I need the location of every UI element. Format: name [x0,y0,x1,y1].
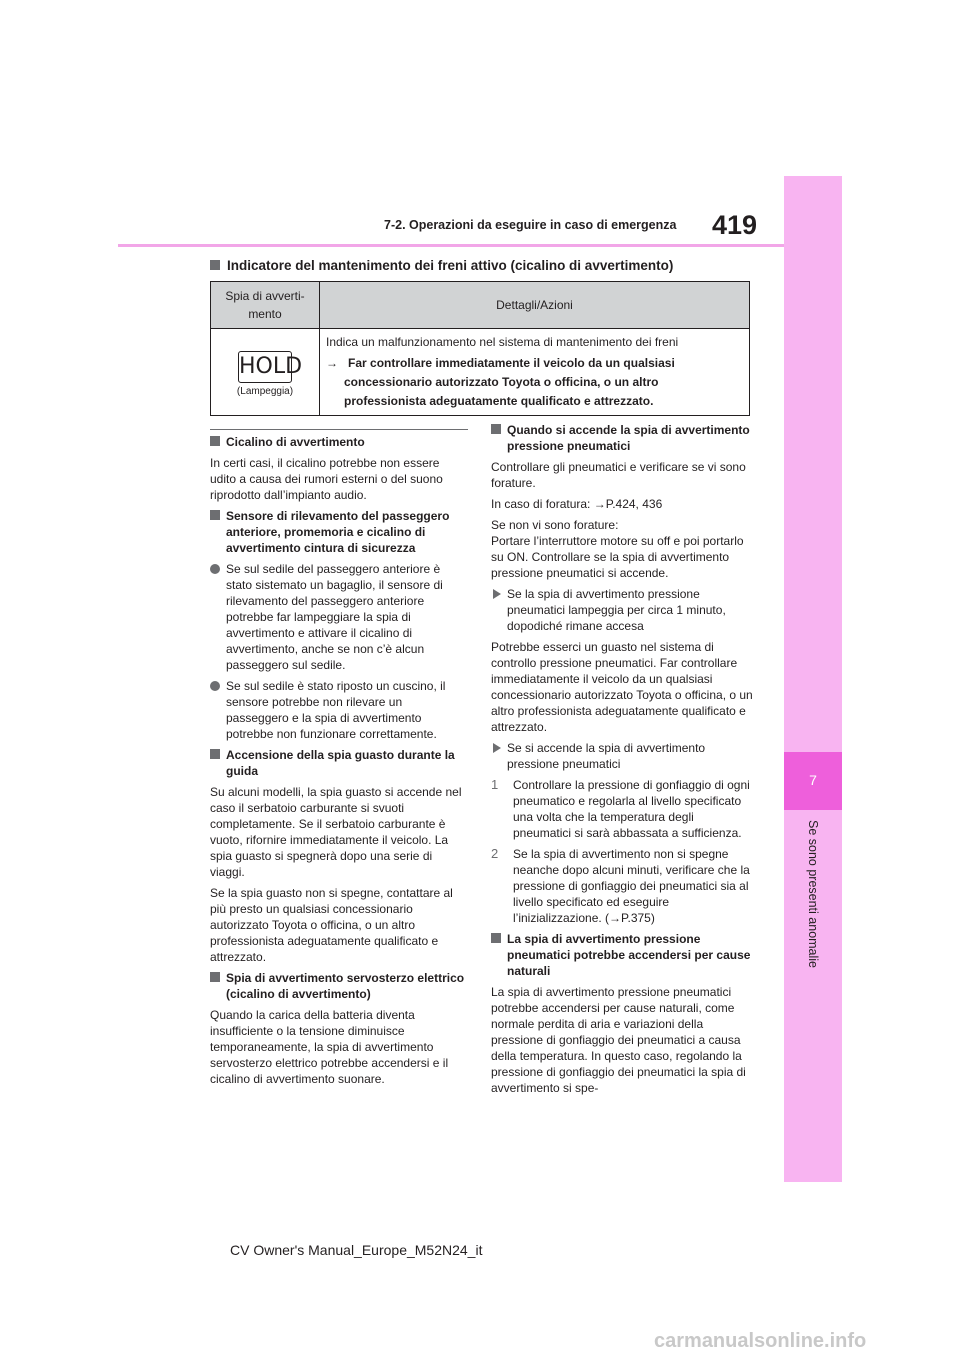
table-header-row [211,282,750,329]
subheading: Sensore di rilevamento del passeggero anteriore, promemoria e cicalino di avvertimento cintura di sicurezza [210,508,468,556]
main-heading-text: Indicatore del mantenimento dei freni attivo (cicalino di avvertimento) [227,258,674,273]
subheading: Cicalino di avvertimento [210,434,468,450]
paragraph: Quando la carica della batteria diventa insufficiente o la tensione diminuisce temporaneamente, la spia di avvertimento servosterzo elettrico potrebbe accendersi e il cicalino di avvertimento suonare. [210,1008,449,1086]
numbered-step: 1 Controllare la pressione di gonfiaggio di ogni pneumatico e regolarla al livello specificato una volta che la temperatura degli pneumatici si sarà abbassata a sufficienza. [491,777,750,840]
paragraph: Se non vi sono forature: [491,518,619,532]
chapter-title: Se sono presenti anomalie [806,820,820,969]
left-column [210,434,468,1092]
chapter-number: 7 [809,772,817,788]
step-number: 2 [491,846,499,861]
col1-header-line1: Spia di avverti- [225,289,305,303]
list-item: Se la spia di avvertimento pressione pneumatici lampeggia per circa 1 minuto, dopodiché rimane accesa [491,586,753,634]
table-row [211,329,750,416]
paragraph: Su alcuni modelli, la spia guasto si accende nel caso il serbatoio carburante si svuoti completamente. Se il serbatoio carburante è vuoto, rifornire immediatamente il veicolo. La spia guasto si spegnerà dopo una serie di viaggi. [210,785,462,879]
details-cell [320,329,750,416]
subheading: Accensione della spia guasto durante la guida [210,747,468,779]
section-title: 7-2. Operazioni da eseguire in caso di emergenza [384,218,677,232]
chapter-sidebar [784,176,842,1182]
reference-link[interactable]: P.424, 436 [605,497,663,511]
malfunction-description: Indica un malfunzionamento nel sistema di mantenimento dei freni [326,335,679,349]
col-header-details: Dettagli/Azioni [320,282,750,329]
arrow-icon: → [326,356,338,370]
list-item: Se sul sedile del passeggero anteriore è stato sistemato un bagaglio, il sensore di rilevamento del passeggero anteriore potrebbe far lampeggiare la spia di avvertimento e attivare il cicalino di avvertimento, anche se non c’è alcun passeggero sul sedile. [210,561,468,673]
square-bullet-icon [491,933,501,943]
icon-cell [211,329,320,416]
paragraph: Portare l’interruttore motore su off e poi portarlo su ON. Controllare se la spia di avvertimento pressione pneumatici si accende. [491,534,744,580]
page-number: 419 [712,210,758,240]
step-number: 1 [491,777,499,792]
column-divider-rule [210,429,468,430]
page-reference: In caso di foratura: →P.424, 436 [491,497,663,511]
col-header-warning-light [211,282,320,329]
action-text: Far controllare immediatamente il veicolo da un qualsiasi concessionario autorizzato Toyota o officina, o un altro professionista adeguatamente qualificato e attrezzato. [344,356,675,408]
icon-caption: (Lampeggia) [236,386,294,397]
paragraph: In certi casi, il cicalino potrebbe non essere udito a causa dei rumori esterni o del suono riprodotto dall’impianto audio. [210,456,443,502]
col1-header-line2: mento [248,307,282,321]
list-item: Se si accende la spia di avvertimento pressione pneumatici [491,740,753,772]
square-bullet-icon [210,972,220,982]
paragraph: Controllare gli pneumatici e verificare se vi sono forature. [491,460,746,490]
triangle-bullet-icon [493,743,501,753]
hold-indicator-icon: HOLD [238,351,292,383]
right-column [491,422,753,1101]
main-heading [210,258,673,274]
square-bullet-icon [210,260,220,270]
triangle-bullet-icon [493,589,501,599]
paragraph: Se la spia guasto non si spegne, contattare al più presto un qualsiasi concessionario autorizzato Toyota o officina, o un altro professionista adeguatamente qualificato e attrezzato. [210,886,453,964]
arrow-icon: → [593,497,606,511]
subheading: Spia di avvertimento servosterzo elettrico (cicalino di avvertimento) [210,970,468,1002]
square-bullet-icon [210,510,220,520]
watermark: carmanualsonline.info [654,1330,867,1352]
paragraph: Potrebbe esserci un guasto nel sistema di controllo pressione pneumatici. Far controllare immediatamente il veicolo da un qualsiasi concessionario autorizzato Toyota o officina, o un altro professionista adeguatamente qualificato e attrezzato. [491,640,753,734]
paragraph: La spia di avvertimento pressione pneumatici potrebbe accendersi per cause naturali, come normale perdita di aria e variazioni della pressione di gonfiaggio dei pneumatici a causa della temperatura. In questo caso, regolando la pressione di gonfiaggio dei pneumatici la spia di avvertimento si spe- [491,985,746,1095]
square-bullet-icon [491,424,501,434]
square-bullet-icon [210,749,220,759]
footer-manual-id: CV Owner's Manual_Europe_M52N24_it [230,1242,483,1258]
warning-table [210,281,750,416]
subheading: La spia di avvertimento pressione pneumatici potrebbe accendersi per cause naturali [491,931,753,979]
header-rule [118,244,784,247]
numbered-step: 2 Se la spia di avvertimento non si spegne neanche dopo alcuni minuti, verificare che la pressione di gonfiaggio dei pneumatici sia al livello specificato ed eseguire l’inizializzazione. (→P.375) [491,846,750,925]
action-line [326,354,743,411]
subheading: Quando si accende la spia di avvertimento pressione pneumatici [491,422,753,454]
round-bullet-icon [210,681,220,691]
list-item: Se sul sedile è stato riposto un cuscino, il sensore potrebbe non rilevare un passeggero e la spia di avvertimento potrebbe non funzionare correttamente. [210,678,468,742]
square-bullet-icon [210,436,220,446]
round-bullet-icon [210,564,220,574]
chapter-title-vertical [806,820,820,1000]
